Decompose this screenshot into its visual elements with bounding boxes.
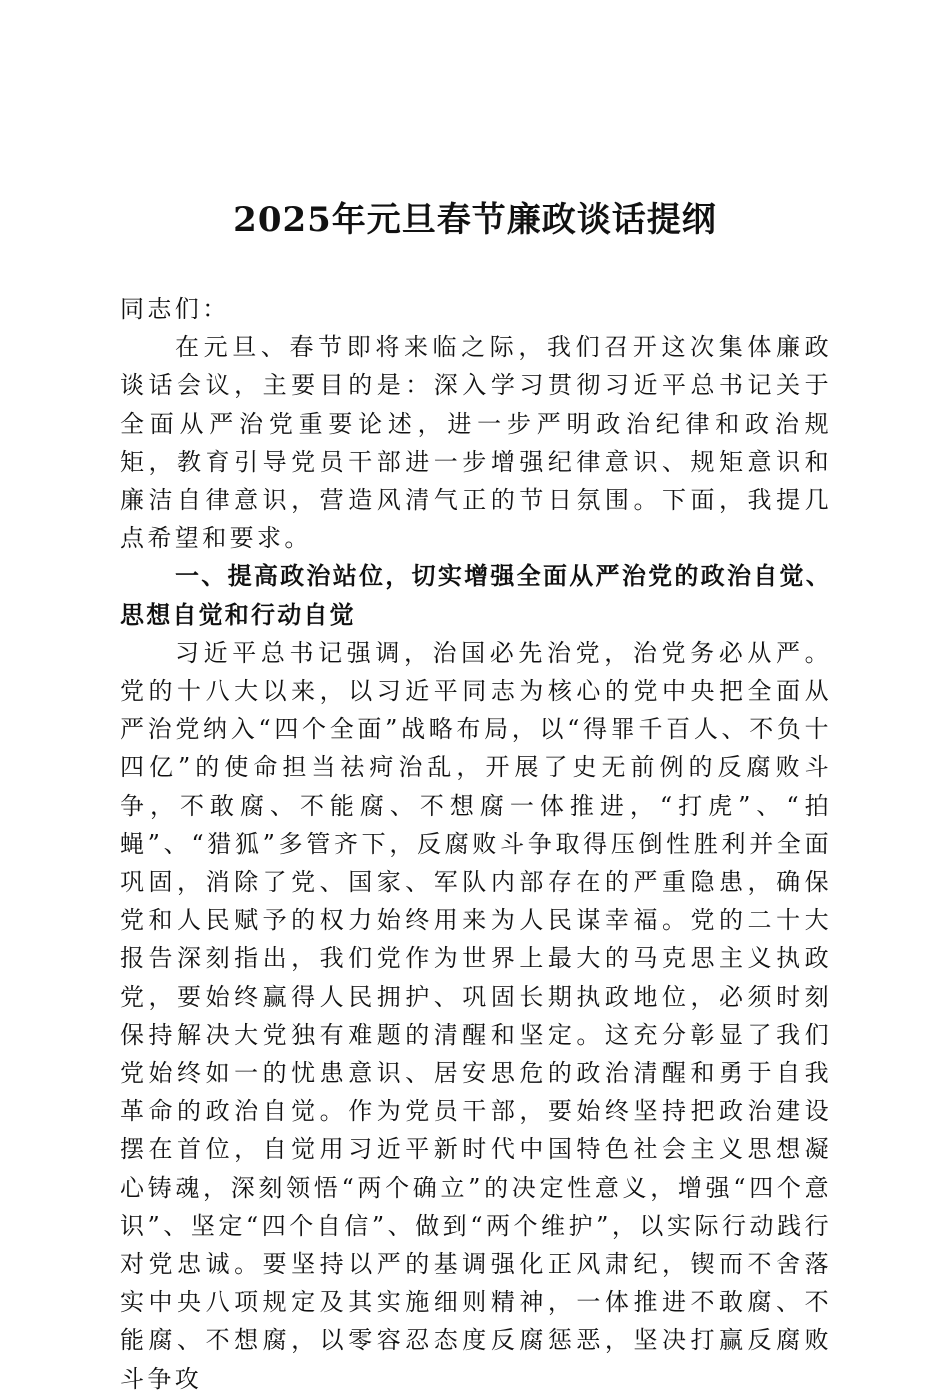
document-title: 2025年元旦春节廉政谈话提纲 [233,200,717,240]
section-paragraph: 习近平总书记强调，治国必先治党，治党务必从严。党的十八大以来，以习近平同志为核心的党中央把全面从严治党纳入“四个全面”战略布局，以“得罪千百人、不负十四亿”的使命担当祛疴治乱，开展了史无前例的反腐败斗争，不敢腐、不能腐、不想腐一体推进，“打虎”、“拍蝇”、“猎狐”多管齐下，反腐败斗争取得压倒性胜利并全面巩固，消除了党、国家、军队内部存在的严重隐患，确保党和人民赋予的权力始终用来为人民谋幸福。党的二十大报告深刻指出，我们党作为世界上最大的马克思主义执政党，要始终赢得人民拥护、巩固长期执政地位，必须时刻保持解决大党独有难题的清醒和坚定。这充分彰显了我们党始终如一的忧患意识、居安思危的政治清醒和勇于自我革命的政治自觉。作为党员干部，要始终坚持把政治建设摆在首位，自觉用习近平新时代中国特色社会主义思想凝心铸魂，深刻领悟“两个确立”的决定性意义，增强“四个意识”、坚定“四个自信”、做到“两个维护”，以实际行动践行对党忠诚。要坚持以严的基调强化正风肃纪，锲而不舍落实中央八项规定及其实施细则精神，一体推进不敢腐、不能腐、不想腐，以零容忍态度反腐惩恶，坚决打赢反腐败斗争攻 [120,638,832,1393]
intro-paragraph: 在元旦、春节即将来临之际，我们召开这次集体廉政谈话会议，主要目的是：深入学习贯彻习近平总书记关于全面从严治党重要论述，进一步严明政治纪律和政治规矩，教育引导党员干部进一步增强纪律意识、规矩意识和廉洁自律意识，营造风清气正的节日氛围。下面，我提几点希望和要求。 [120,333,832,553]
section-heading: 一、提高政治站位，切实增强全面从严治党的政治自觉、思想自觉和行动自觉 [120,562,832,629]
salutation: 同志们： [120,295,230,323]
document-body [120,290,832,1398]
